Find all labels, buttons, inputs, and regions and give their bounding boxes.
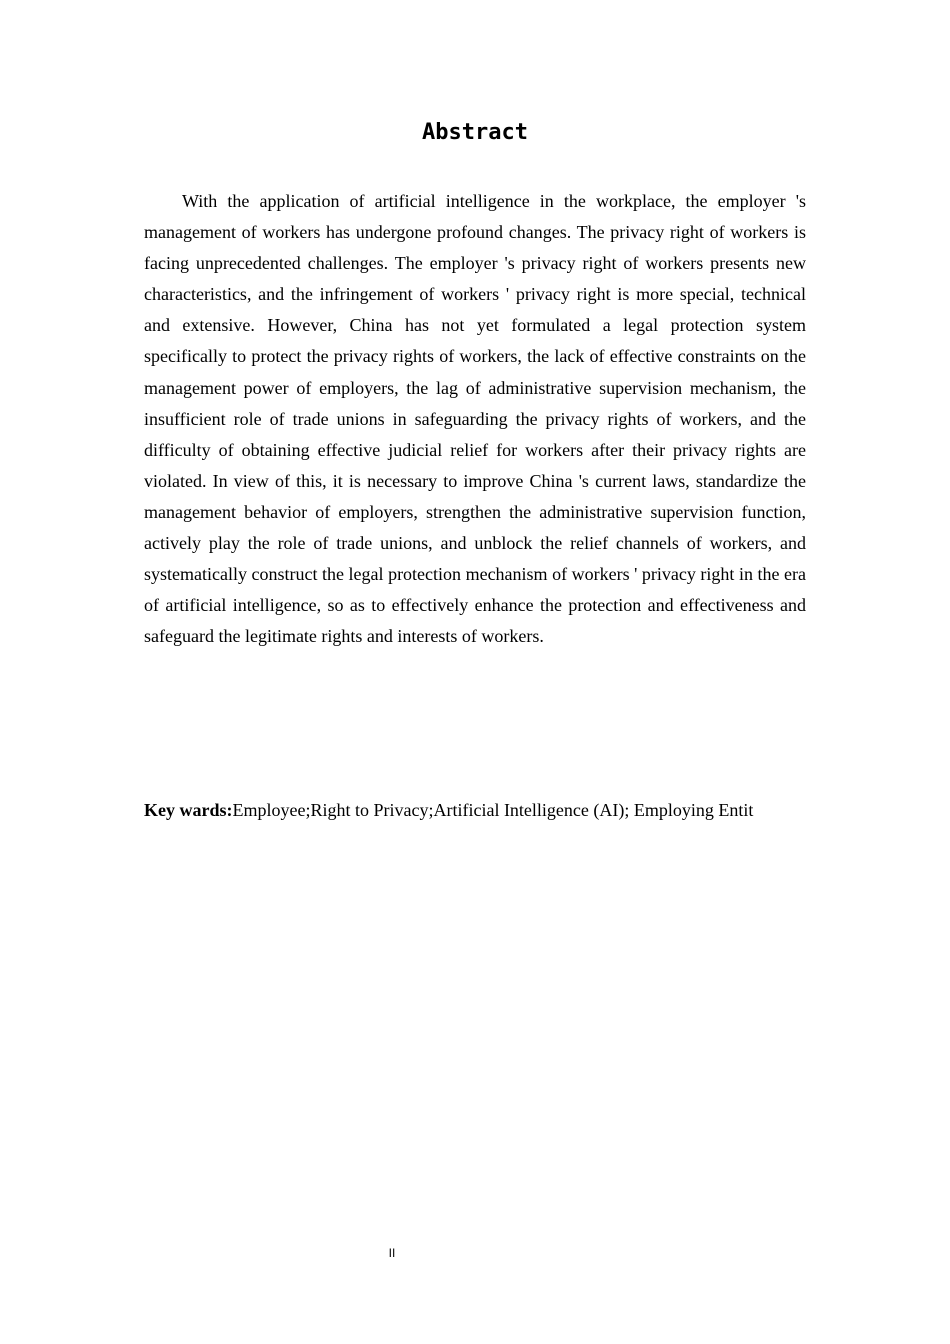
page-number: II bbox=[388, 1246, 396, 1260]
abstract-title: Abstract bbox=[422, 120, 528, 145]
abstract-paragraph: With the application of artificial intelligence in the workplace, the employer 's management of workers has undergone profound changes. The privacy right of workers is facing unprecedented challenges. The employer 's privacy right of workers presents new characteristics, and the infringement of workers ' privacy right is more special, technical and extensive. However, China has not yet formulated a legal protection system specifically to protect the privacy rights of workers, the lack of effective constraints on the management power of employers, the lag of administrative supervision mechanism, the insufficient role of trade unions in safeguarding the privacy rights of workers, and the difficulty of obtaining effective judicial relief for workers after their privacy rights are violated. In view of this, it is necessary to improve China 's current laws, standardize the management behavior of employers, strengthen the administrative supervision function, actively play the role of trade unions, and unblock the relief channels of workers, and systematically construct the legal protection mechanism of workers ' privacy right in the era of artificial intelligence, so as to effectively enhance the protection and effectiveness and safeguard the legitimate rights and interests of workers. bbox=[144, 191, 806, 647]
keywords-text: Employee;Right to Privacy;Artificial Intelligence (AI); Employing Entit bbox=[232, 800, 754, 820]
keywords-label: Key wards: bbox=[144, 800, 233, 820]
keywords-line bbox=[144, 795, 784, 826]
